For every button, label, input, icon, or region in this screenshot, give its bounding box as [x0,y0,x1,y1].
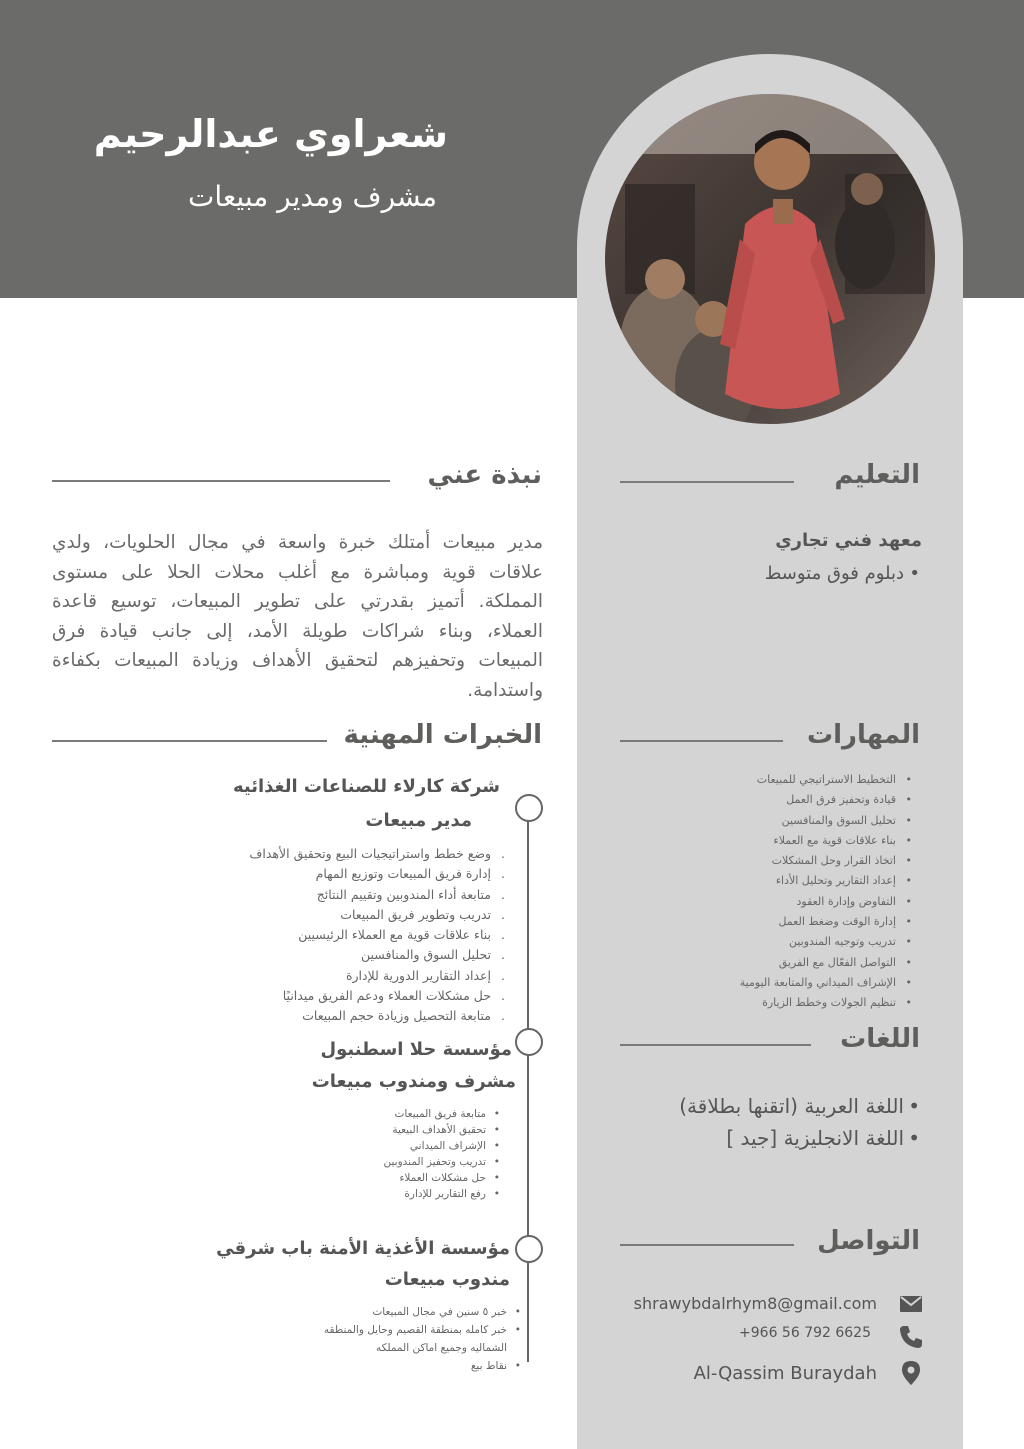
duty-item: • نقاط بيع [291,1357,521,1375]
duty-item: • رفع التقارير للإدارة [384,1186,500,1202]
person-name: شعراوي عبدالرحيم [93,112,448,156]
skill-item: • قيادة وتحفيز فرق العمل [740,790,912,810]
skill-item: • اتخاذ القرار وحل المشكلات [740,851,912,871]
skill-item: • إدارة الوقت وضغط العمل [740,912,912,932]
job-title: مشرف ومدير مبيعات [187,180,437,213]
job-duties [249,844,505,1027]
contact-phone[interactable]: +966 56 792 6625 [739,1325,871,1341]
duty-item: . إعداد التقارير الدورية للإدارة [249,966,505,986]
experience-title: الخبرات المهنية [343,720,542,750]
duty-item: • تدريب وتحفيز المندوبين [384,1154,500,1170]
language-item: • اللغة العربية (اتقنها بطلاقة) [679,1090,920,1122]
duty-item: • خبر كامله بمنطقة القصيم وحايل والمنطقه الشماليه وجميع اماكن المملكه [291,1321,521,1357]
duty-item: • حل مشكلات العملاء [384,1170,500,1186]
duty-item: • الإشراف الميداني [384,1138,500,1154]
skill-item: • تدريب وتوجيه المندوبين [740,932,912,952]
education-school: معهد فني تجاري [775,530,922,551]
education-title: التعليم [834,460,920,490]
skill-item: • التفاوض وإدارة العقود [740,892,912,912]
duty-item: . بناء علاقات قوية مع العملاء الرئيسيين [249,925,505,945]
contact-email[interactable]: shrawybdalrhym8@gmail.com [633,1294,877,1313]
languages-rule [620,1044,811,1046]
contact-rule [620,1244,794,1246]
duty-item: . حل مشكلات العملاء ودعم الفريق ميدانيًا [249,986,505,1006]
job-role: مدير مبيعات [365,810,472,831]
mail-icon [898,1291,924,1317]
skill-item: • بناء علاقات قوية مع العملاء [740,831,912,851]
skill-item: • إعداد التقارير وتحليل الأداء [740,871,912,891]
job-company: شركة كارلاء للصناعات الغذائيه [232,776,500,797]
duty-item: . متابعة أداء المندوبين وتقييم النتائج [249,885,505,905]
duty-item: . تحليل السوق والمنافسين [249,945,505,965]
profile-photo-image [605,94,935,424]
skill-item: • الإشراف الميداني والمتابعة اليومية [740,973,912,993]
timeline-dot [515,1028,543,1056]
education-list [765,561,920,587]
skill-item: • تحليل السوق والمنافسين [740,811,912,831]
job-company: مؤسسة الأغذية الأمنة باب شرقي [216,1238,510,1259]
job-duties [384,1106,500,1202]
timeline-dot [515,794,543,822]
languages-title: اللغات [840,1024,920,1054]
duty-item: • تحقيق الأهداف البيعية [384,1122,500,1138]
job-role: مندوب مبيعات [384,1269,510,1290]
language-item: • اللغة الانجليزية [جيد ] [679,1122,920,1154]
about-text: مدير مبيعات أمتلك خبرة واسعة في مجال الحلويات، ولدي علاقات قوية ومباشرة مع أغلب محلات الحلا على مستوى المملكة. أتميز بقدرتي على تطوير المبيعات، توسيع قاعدة العملاء، وبناء شراكات طويلة الأمد، إلى جانب قيادة فرق المبيعات وتحفيزهم لتحقيق الأهداف وزيادة المبيعات بكفاءة واستدامة. [52,532,543,701]
languages-list [679,1090,920,1154]
skills-title: المهارات [806,720,920,750]
about-rule [52,480,390,482]
skills-rule [620,740,783,742]
profile-photo [605,94,935,424]
job-duties [291,1303,521,1375]
duty-item: • متابعة فريق المبيعات [384,1106,500,1122]
job-company: مؤسسة حلا اسطنبول [320,1039,512,1060]
duty-item: • خبر ٥ سنين في مجال المبيعات [291,1303,521,1321]
skills-list [740,770,912,1014]
timeline-line [527,808,529,1362]
location-icon [898,1360,924,1386]
duty-item: . متابعة التحصيل وزيادة حجم المبيعات [249,1006,505,1026]
experience-rule [52,740,327,742]
education-rule [620,481,794,483]
education-item: • دبلوم فوق متوسط [765,561,920,587]
job-role: مشرف ومندوب مبيعات [311,1071,516,1092]
duty-item: . تدريب وتطوير فريق المبيعات [249,905,505,925]
skill-item: • التواصل الفعّال مع الفريق [740,953,912,973]
timeline-dot [515,1235,543,1263]
contact-location: Al-Qassim Buraydah [693,1363,877,1384]
about-title: نبذة عني [427,460,542,490]
skill-item: • تنظيم الجولات وخطط الزيارة [740,993,912,1013]
duty-item: . وضع خطط واستراتيجيات البيع وتحقيق الأهداف [249,844,505,864]
skill-item: • التخطيط الاستراتيجي للمبيعات [740,770,912,790]
phone-icon [898,1324,924,1350]
duty-item: . إدارة فريق المبيعات وتوزيع المهام [249,864,505,884]
contact-title: التواصل [817,1226,920,1256]
